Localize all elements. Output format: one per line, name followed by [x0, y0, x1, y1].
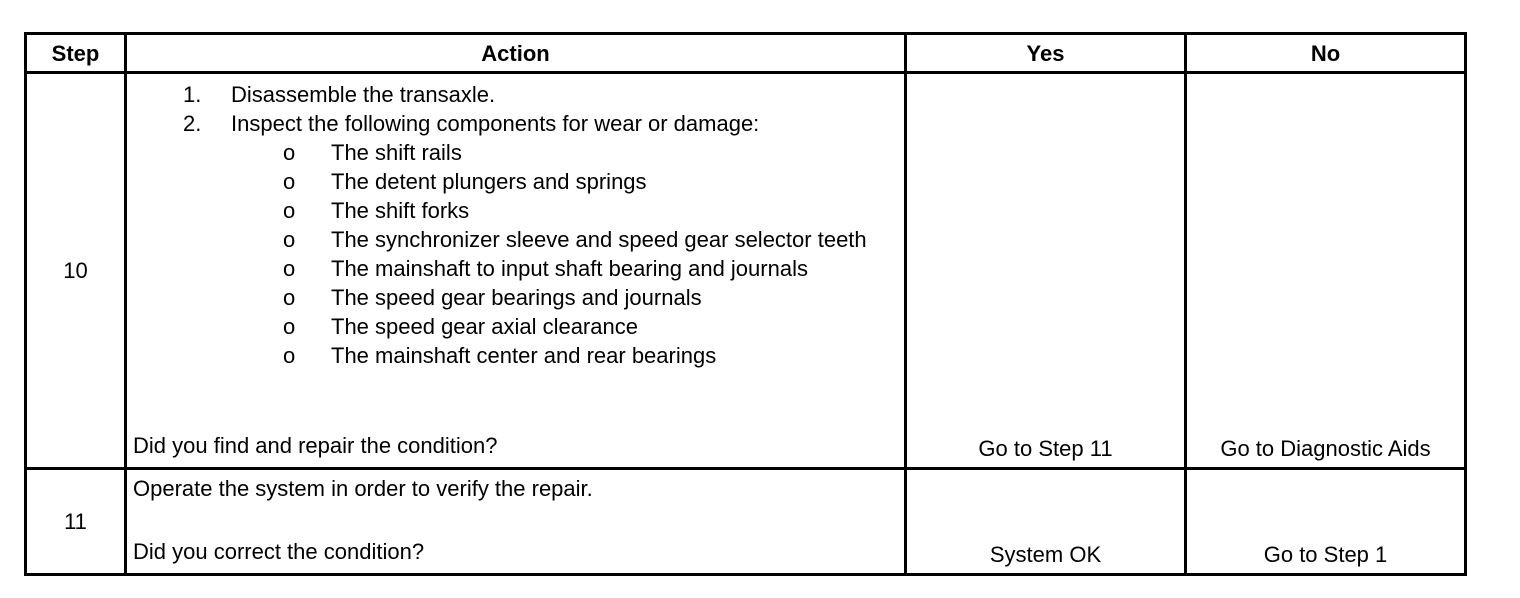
- yes-cell: [906, 469, 1186, 575]
- bullet-icon: o: [283, 314, 296, 339]
- procedure-step-2: [133, 109, 898, 370]
- component-text: The mainshaft to input shaft bearing and journals: [331, 256, 808, 281]
- no-cell: [1186, 469, 1466, 575]
- table-row-step-10: [26, 73, 1466, 469]
- list-item: [133, 341, 898, 370]
- component-text: The detent plungers and springs: [331, 169, 647, 194]
- action-text: Operate the system in order to verify the repair.: [133, 476, 593, 501]
- procedure-step-text: Disassemble the transaxle.: [231, 82, 496, 107]
- header-no: No: [1186, 34, 1466, 73]
- diagnostic-table: [24, 32, 1467, 576]
- bullet-icon: o: [283, 198, 296, 223]
- component-text: The shift forks: [331, 198, 470, 223]
- bullet-icon: o: [283, 285, 296, 310]
- procedure-list: [133, 80, 898, 370]
- step-marker: 2.: [183, 111, 202, 136]
- list-item: [133, 225, 898, 254]
- action-content: [127, 470, 904, 570]
- step-number: 10: [26, 73, 126, 469]
- action-content: [127, 74, 904, 464]
- question-text: Did you find and repair the condition?: [133, 433, 498, 458]
- list-item: [133, 283, 898, 312]
- yes-result: System OK: [989, 542, 1102, 567]
- bullet-icon: o: [283, 343, 296, 368]
- procedure-step-text: Inspect the following components for wear or damage:: [231, 111, 760, 136]
- header-action: Action: [126, 34, 906, 73]
- yes-result: Go to Step 11: [978, 436, 1113, 461]
- header-yes: Yes: [906, 34, 1186, 73]
- list-item: [133, 312, 898, 341]
- component-list: [231, 138, 898, 370]
- bullet-icon: o: [283, 256, 296, 281]
- component-text: The speed gear axial clearance: [331, 314, 638, 339]
- action-cell: [126, 469, 906, 575]
- component-text: The shift rails: [331, 140, 462, 165]
- list-item: [133, 167, 898, 196]
- action-cell: [126, 73, 906, 469]
- no-cell: [1186, 73, 1466, 469]
- component-text: The speed gear bearings and journals: [331, 285, 702, 310]
- component-text: The synchronizer sleeve and speed gear selector teeth: [331, 227, 867, 252]
- table-header: [26, 34, 1466, 73]
- yes-cell: [906, 73, 1186, 469]
- procedure-step-1: [133, 80, 898, 109]
- step-marker: 1.: [183, 82, 202, 107]
- no-result: Go to Diagnostic Aids: [1220, 436, 1431, 461]
- bullet-icon: o: [283, 227, 296, 252]
- header-row: [26, 34, 1466, 73]
- header-step: Step: [26, 34, 126, 73]
- bullet-icon: o: [283, 140, 296, 165]
- component-text: The mainshaft center and rear bearings: [331, 343, 717, 368]
- question-text: Did you correct the condition?: [133, 539, 425, 564]
- table-row-step-11: [26, 469, 1466, 575]
- no-result: Go to Step 1: [1263, 542, 1388, 567]
- list-item: [133, 138, 898, 167]
- bullet-icon: o: [283, 169, 296, 194]
- list-item: [133, 196, 898, 225]
- step-number: 11: [26, 469, 126, 575]
- list-item: [133, 254, 898, 283]
